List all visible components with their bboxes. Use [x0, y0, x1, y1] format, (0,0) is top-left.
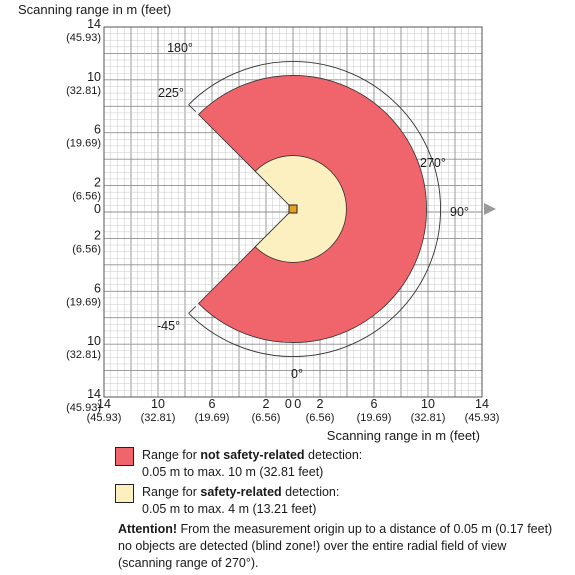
y-tick-label-ft: (6.56): [72, 243, 101, 256]
legend-range-outer: 0.05 m to max. 10 m (32.81 feet): [142, 465, 324, 479]
x-tick-label-ft: (6.56): [251, 412, 281, 424]
x-tick-label-m: 6: [208, 397, 216, 411]
x-tick-label-ft: (19.69): [356, 412, 392, 424]
x-axis-title: Scanning range in m (feet): [326, 428, 480, 443]
y-tick-label-m: 10: [87, 334, 101, 349]
angle-label-90: 90°: [450, 205, 469, 219]
attention-note: [118, 521, 558, 572]
detection-fields: [199, 75, 427, 342]
legend-text-not-safety: [142, 447, 472, 481]
x-tick-label-m: 14: [97, 397, 111, 411]
y-tick-label-m: 6: [94, 281, 101, 296]
y-tick-label-m: 0: [94, 202, 101, 216]
y-tick-label-m: 14: [87, 17, 101, 31]
x-tick-label-m: 0: [284, 397, 292, 411]
legend-swatch-inner: [115, 484, 134, 503]
x-tick-label-m: 6: [370, 397, 378, 411]
x-tick-label-m: 10: [421, 397, 435, 411]
y-tick-label-ft: (6.56): [72, 190, 101, 203]
x-tick-label-ft: (32.81): [410, 412, 446, 424]
angle-label-0: 0°: [291, 367, 303, 381]
x-tick-label-ft: (32.81): [140, 412, 176, 424]
y-tick-label-m: 2: [94, 175, 101, 190]
x-tick-label-m: 2: [262, 397, 270, 411]
y-tick-label-ft: (45.93): [66, 402, 101, 414]
x-tick-label-m: 0: [294, 397, 302, 411]
y-tick-label-ft: (19.69): [66, 137, 101, 150]
y-tick-label-ft: (32.81): [66, 349, 101, 362]
y-tick-label-m: 14: [87, 387, 101, 401]
x-tick-label-ft: (19.69): [194, 412, 230, 424]
y-tick-label-m: 6: [94, 122, 101, 137]
legend-prefix: Range for: [142, 448, 201, 462]
y-tick-label-m: 2: [94, 228, 101, 243]
x-tick-label-m: 14: [475, 397, 489, 411]
angle-label-180: 180°: [167, 41, 193, 55]
x-tick-label-ft: (6.56): [305, 412, 335, 424]
angle-label-225: 225°: [158, 86, 184, 100]
x-tick-label-ft: (45.93): [464, 412, 500, 424]
legend-suffix: detection:: [304, 448, 363, 462]
angle-label-minus-45: -45°: [157, 319, 181, 333]
legend-range-inner: 0.05 m to max. 4 m (13.21 feet): [142, 502, 317, 516]
x-tick-label-m: 10: [151, 397, 165, 411]
arrow-right-icon: [484, 203, 496, 215]
legend-text-safety: [142, 484, 472, 518]
legend-bold: safety-related: [200, 485, 282, 499]
attention-label: Attention!: [118, 522, 178, 536]
x-tick-label-ft: (45.93): [86, 412, 122, 424]
scanner-origin-marker: [289, 205, 297, 213]
legend-swatch-outer: [115, 447, 134, 466]
y-tick-label-ft: (32.81): [66, 84, 101, 97]
legend-prefix: Range for: [142, 485, 201, 499]
attention-text: From the measurement origin up to a distance of 0.05 m (0.17 feet) no objects are detected (blind zone!) over the entire radial field of view (scanning range of 270°).: [118, 522, 553, 570]
y-tick-label-m: 10: [87, 69, 101, 84]
legend-suffix: detection:: [281, 485, 340, 499]
x-tick-label-m: 2: [316, 397, 324, 411]
y-tick-label-ft: (45.93): [66, 32, 101, 44]
angle-label-270: 270°: [420, 156, 446, 170]
y-axis-title: Scanning range in m (feet): [18, 2, 172, 17]
y-tick-label-ft: (19.69): [66, 296, 101, 309]
legend-bold: not safety-related: [200, 448, 305, 462]
